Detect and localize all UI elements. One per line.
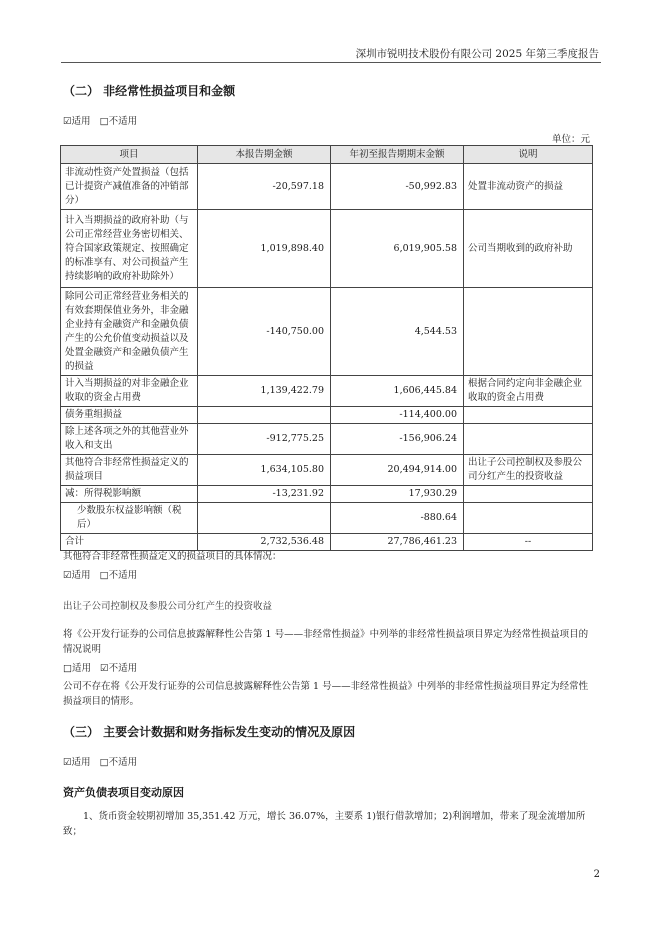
cell-ytd: 6,019,905.58 [331, 210, 464, 288]
balance-sheet-para: 1、货币资金较期初增加 35,351.42 万元，增长 36.07%，主要系 1)银行借款增加；2)利润增加，带来了现金流增加所致； [63, 811, 586, 837]
table-row [61, 486, 593, 503]
cell-note [464, 503, 593, 534]
cell-ytd: 27,786,461.23 [331, 534, 464, 551]
table-row [61, 164, 593, 210]
cell-ytd: 20,494,914.00 [331, 455, 464, 486]
cell-ytd: -50,992.83 [331, 164, 464, 210]
unchecked-box-icon: □ [99, 757, 109, 768]
page-number: 2 [593, 869, 600, 880]
col-header-note: 说明 [464, 146, 593, 164]
reclass-text: 公司不存在将《公开发行证券的公司信息披露解释性公告第 1 号——非经常性损益》中列举的非经常性损益项目界定为经常性损益项目的情形。 [63, 681, 589, 707]
cell-current [198, 407, 331, 424]
option-applicable[interactable]: □适用 [63, 663, 91, 674]
applicable-options-1 [63, 113, 143, 127]
other-items-text: 出让子公司控制权及参股公司分红产生的投资收益 [63, 601, 273, 612]
table-row [61, 407, 593, 424]
table-row [61, 424, 593, 455]
cell-note: 出让子公司控制权及参股公司分红产生的投资收益 [464, 455, 593, 486]
cell-item: 非流动性资产处置损益（包括已计提资产减值准备的冲销部分） [61, 164, 198, 210]
checked-box-icon: ☑ [63, 570, 72, 581]
cell-ytd: 17,930.29 [331, 486, 464, 503]
cell-current [198, 503, 331, 534]
cell-item: 少数股东权益影响额（税后） [61, 503, 198, 534]
page-header: 深圳市锐明技术股份有限公司 2025 年第三季度报告 [355, 48, 599, 60]
option-not-applicable[interactable]: □不适用 [99, 116, 138, 127]
unchecked-box-icon: □ [99, 570, 109, 581]
cell-item: 计入当期损益的政府补助（与公司正常经营业务密切相关、符合国家政策规定、按照确定的标准享有、对公司损益产生持续影响的政府补助除外） [61, 210, 198, 288]
applicable-options-2 [63, 567, 143, 581]
applicable-options-4 [63, 754, 143, 768]
cell-item: 债务重组损益 [61, 407, 198, 424]
option-not-applicable[interactable]: □不适用 [99, 570, 138, 581]
cell-current: 1,019,898.40 [198, 210, 331, 288]
unchecked-box-icon: □ [63, 663, 72, 674]
cell-ytd: -114,400.00 [331, 407, 464, 424]
table-row [61, 210, 593, 288]
cell-note [464, 424, 593, 455]
cell-note: 公司当期收到的政府补助 [464, 210, 593, 288]
checked-box-icon: ☑ [63, 116, 72, 127]
cell-ytd: -880.64 [331, 503, 464, 534]
cell-note: -- [464, 534, 593, 551]
cell-note [464, 288, 593, 376]
cell-current: -20,597.18 [198, 164, 331, 210]
cell-note [464, 486, 593, 503]
table-row [61, 288, 593, 376]
table-row [61, 376, 593, 407]
option-applicable-checked[interactable]: ☑适用 [63, 757, 91, 768]
section-heading-nonrecurring: （二） 非经常性损益项目和金额 [63, 84, 236, 98]
cell-item: 计入当期损益的对非金融企业收取的资金占用费 [61, 376, 198, 407]
cell-item: 合计 [61, 534, 198, 551]
col-header-current: 本报告期金额 [198, 146, 331, 164]
checked-box-icon: ☑ [63, 757, 72, 768]
option-applicable-checked[interactable]: ☑适用 [63, 116, 91, 127]
section-heading-changes: （三） 主要会计数据和财务指标发生变动的情况及原因 [63, 725, 356, 739]
cell-current: -912,775.25 [198, 424, 331, 455]
option-applicable-checked[interactable]: ☑适用 [63, 570, 91, 581]
cell-ytd: 1,606,445.84 [331, 376, 464, 407]
cell-item: 除同公司正常经营业务相关的有效套期保值业务外，非金融企业持有金融资产和金融负债产生的公允价值变动损益以及处置金融资产和金融负债产生的损益 [61, 288, 198, 376]
header-rule [61, 62, 601, 63]
cell-note: 处置非流动资产的损益 [464, 164, 593, 210]
table-row [61, 455, 593, 486]
cell-item: 减：所得税影响额 [61, 486, 198, 503]
col-header-item: 项目 [61, 146, 198, 164]
cell-current: 1,634,105.80 [198, 455, 331, 486]
applicable-options-3 [63, 660, 143, 674]
cell-current: -140,750.00 [198, 288, 331, 376]
unit-label: 单位：元 [551, 134, 590, 145]
col-header-ytd: 年初至报告期期末金额 [331, 146, 464, 164]
other-items-desc: 其他符合非经常性损益定义的损益项目的具体情况： [63, 551, 282, 562]
cell-ytd: -156,906.24 [331, 424, 464, 455]
cell-ytd: 4,544.53 [331, 288, 464, 376]
nonrecurring-table [60, 145, 593, 551]
option-not-applicable[interactable]: □不适用 [99, 757, 138, 768]
cell-current: 1,139,422.79 [198, 376, 331, 407]
unchecked-box-icon: □ [99, 116, 109, 127]
table-row [61, 503, 593, 534]
reclass-desc: 将《公开发行证券的公司信息披露解释性公告第 1 号——非经常性损益》中列举的非经常性损益项目界定为经常性损益项目的情况说明 [63, 629, 589, 655]
subheading-balance-sheet: 资产负债表项目变动原因 [63, 786, 184, 799]
cell-item: 除上述各项之外的其他营业外收入和支出 [61, 424, 198, 455]
option-not-applicable-checked[interactable]: ☑不适用 [100, 663, 138, 674]
checked-box-icon: ☑ [100, 663, 109, 674]
cell-current: -13,231.92 [198, 486, 331, 503]
table-header-row [61, 146, 593, 164]
cell-item: 其他符合非经常性损益定义的损益项目 [61, 455, 198, 486]
cell-current: 2,732,536.48 [198, 534, 331, 551]
cell-note [464, 407, 593, 424]
cell-note: 根据合同约定向非金融企业收取的资金占用费 [464, 376, 593, 407]
